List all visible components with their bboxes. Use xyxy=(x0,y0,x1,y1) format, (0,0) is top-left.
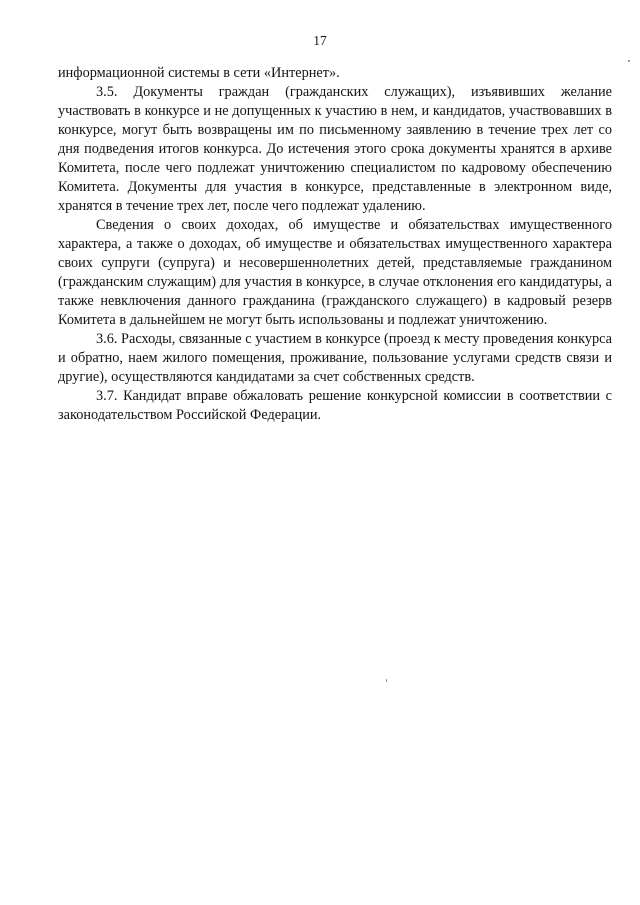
page-number: 17 xyxy=(313,33,327,48)
paragraph-continuation: информационной системы в сети «Интернет». xyxy=(58,65,340,81)
paragraph-3-6: 3.6. Расходы, связанные с участием в конкурсе (проезд к месту проведения конкурса и обратно, наем жилого помещения, проживание, пользование услугами средств связи и другие), осуществляются кандидатами за счет собственных средств. xyxy=(58,331,612,385)
paragraph-income-info: Сведения о своих доходах, об имуществе и обязательствах имущественного характера, а также о доходах, об имуществе и обязательствах имущественного характера своих супруги (супруга) и несовершеннолетних детей, представляемые гражданином (гражданским служащим) для участия в конкурсе, в случае отклонения его кандидатуры, а также невключения данного гражданина (гражданского служащего) в кадровый резерв Комитета в дальнейшем не могут быть использованы и подлежат уничтожению. xyxy=(58,217,612,328)
paragraph-3-7: 3.7. Кандидат вправе обжаловать решение конкурсной комиссии в соответствии с законодательством Российской Федерации. xyxy=(58,388,612,423)
document-body xyxy=(58,64,612,425)
paragraph-3-5: 3.5. Документы граждан (гражданских служащих), изъявивших желание участвовать в конкурсе и не допущенных к участию в нем, и кандидатов, участвовавших в конкурсе, могут быть возвращены им по письменному заявлению в течение трех лет со дня подведения итогов конкурса. До истечения этого срока документы хранятся в архиве Комитета, после чего подлежат уничтожению специалистом по кадровому обеспечению Комитета. Документы для участия в конкурсе, представленные в электронном виде, хранятся в течение трех лет, после чего подлежат удалению. xyxy=(58,84,612,214)
scan-artifact xyxy=(628,60,630,62)
scan-artifact xyxy=(386,679,387,682)
